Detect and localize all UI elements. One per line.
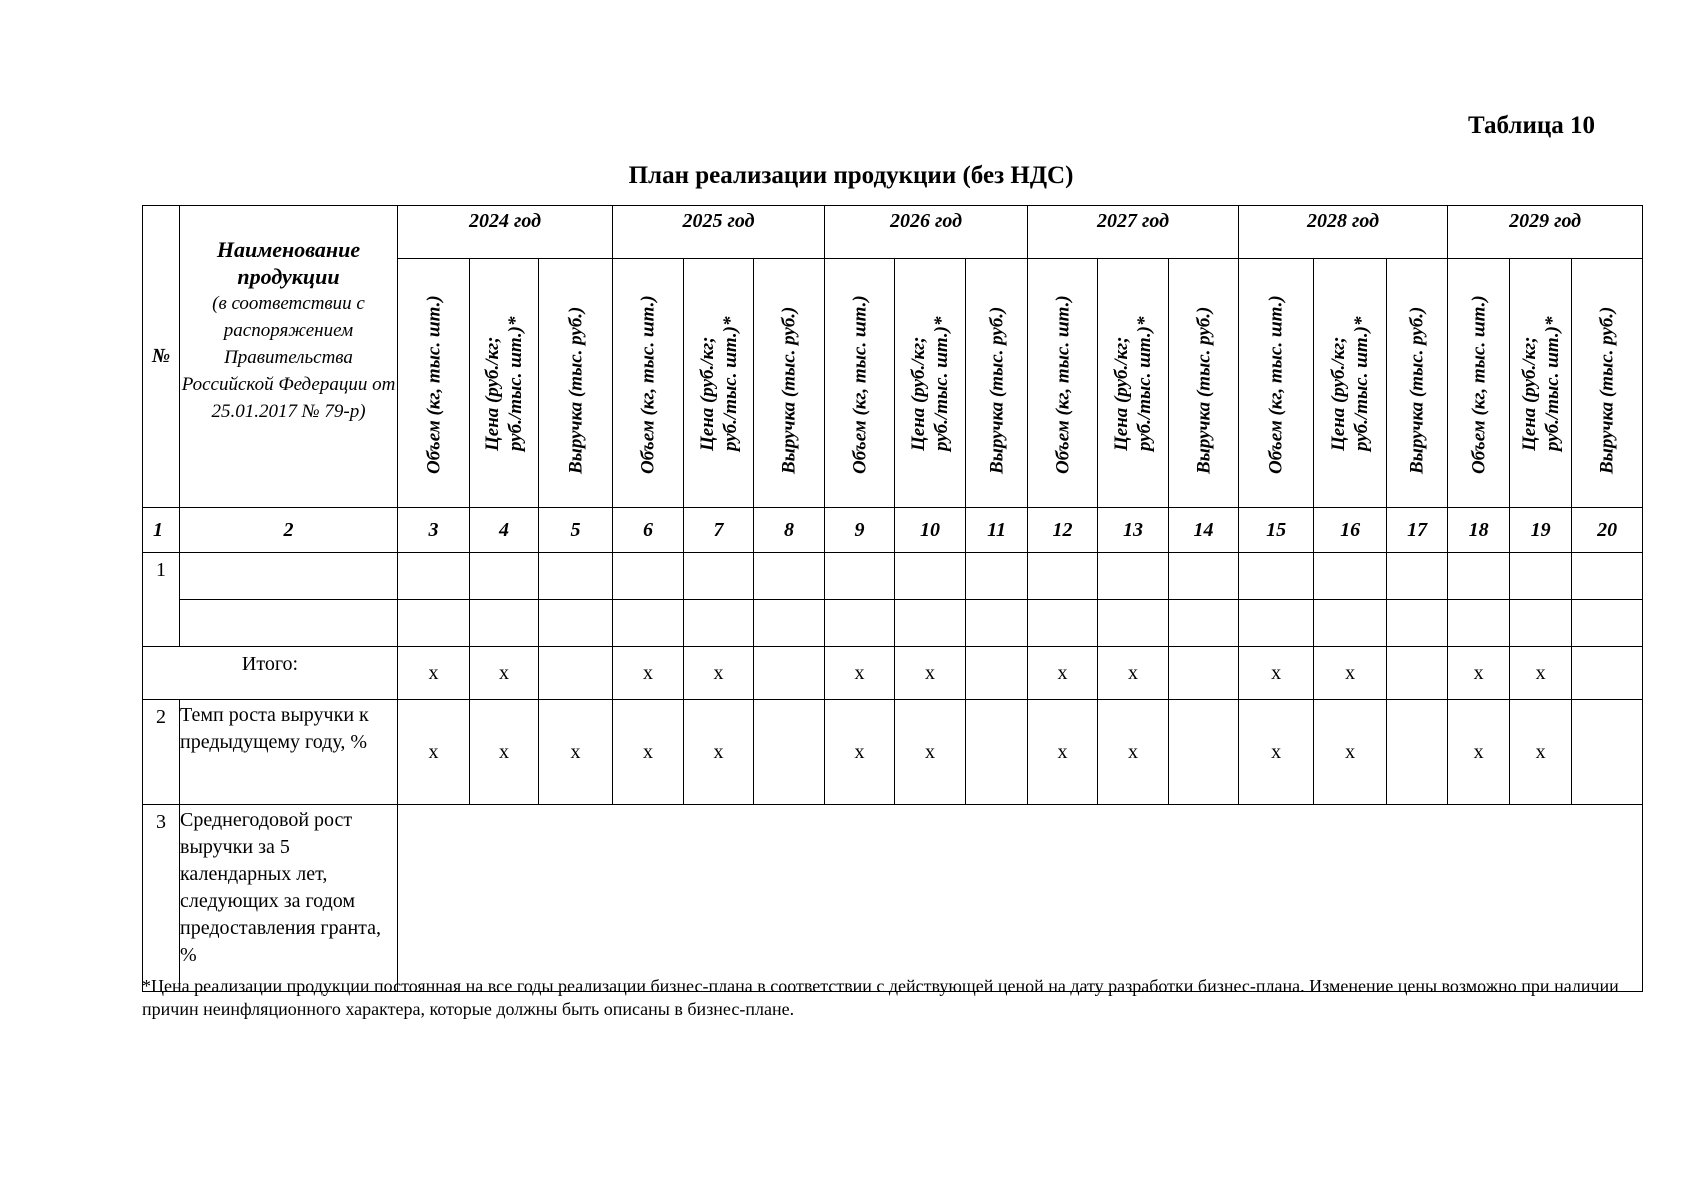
average-growth-value-cell [398,805,1643,992]
data-cell [825,600,895,647]
header-row-years [143,206,1643,259]
price-header-line2: руб./тыс. шт.)* [719,316,741,451]
total-cell: x [398,647,470,700]
data-cell [539,553,613,600]
product-name-header [180,206,398,508]
price-header-line1: Цена (руб./кг; [696,336,718,451]
growth-cell: x [1510,700,1572,805]
number-column-header: № [143,206,180,508]
revenue-header [1572,259,1643,508]
revenue-header-label: Выручка (тыс. руб.) [778,306,800,474]
year-header-2027: 2027 год [1028,206,1239,259]
data-cell [1098,600,1169,647]
volume-header [1448,259,1510,508]
column-number: 11 [966,508,1028,553]
column-number: 9 [825,508,895,553]
total-cell: x [1239,647,1314,700]
column-number: 8 [754,508,825,553]
growth-cell [966,700,1028,805]
growth-cell [1169,700,1239,805]
product-name-header-subtitle: (в соответствии с распоряжением Правительства Российской Федерации от 25.01.2017 № 79-р) [181,293,396,422]
growth-cell [1572,700,1643,805]
data-cell [539,600,613,647]
price-header-line1: Цена (руб./кг; [1111,336,1133,451]
total-cell: x [895,647,966,700]
product-name-cell [180,600,398,647]
price-header-line2: руб./тыс. шт.)* [1351,316,1373,451]
price-header-label [1110,316,1156,451]
revenue-growth-label: Темп роста выручки к предыдущему году, % [180,700,398,805]
volume-header [825,259,895,508]
price-header [1314,259,1387,508]
total-cell: x [613,647,684,700]
footnote: *Цена реализации продукции постоянная на все годы реализации бизнес-плана в соответствии с действующей ценой на дату разработки бизнес-плана. Изменение цены возможно при наличии причин неинфляционного характера, которые должны быть описаны в бизнес-плане. [142,976,1619,1019]
data-cell [684,553,754,600]
growth-cell: x [895,700,966,805]
column-number: 6 [613,508,684,553]
price-header-line1: Цена (руб./кг; [1328,336,1350,451]
growth-cell: x [684,700,754,805]
growth-cell: x [1448,700,1510,805]
data-cell [1314,553,1387,600]
data-cell [1510,553,1572,600]
average-growth-row [143,805,1643,992]
volume-header [1239,259,1314,508]
sales-plan-table [142,205,1643,992]
data-cell [1448,553,1510,600]
total-cell [1572,647,1643,700]
data-cell [966,600,1028,647]
revenue-header [1387,259,1448,508]
price-header [895,259,966,508]
growth-cell: x [398,700,470,805]
data-cell [1239,553,1314,600]
row-index: 2 [143,700,180,805]
data-cell [1510,600,1572,647]
volume-header-label: Объем (кг, тыс. шт.) [849,295,871,474]
growth-cell [754,700,825,805]
price-header [684,259,754,508]
price-header-label [481,316,527,451]
growth-cell: x [539,700,613,805]
data-cell [1572,553,1643,600]
data-cell [1448,600,1510,647]
data-cell [754,600,825,647]
product-name-header-title: Наименование продукции [216,237,361,289]
data-cell [684,600,754,647]
price-header-line1: Цена (руб./кг; [908,336,930,451]
total-cell [539,647,613,700]
growth-cell: x [1314,700,1387,805]
average-growth-label: Среднегодовой рост выручки за 5 календарных лет, следующих за годом предоставления гранта, % [180,805,398,992]
revenue-header-label: Выручка (тыс. руб.) [1193,306,1215,474]
year-header-2024: 2024 год [398,206,613,259]
total-cell: x [1098,647,1169,700]
growth-cell: x [470,700,539,805]
data-cell [754,553,825,600]
volume-header-label: Объем (кг, тыс. шт.) [1468,295,1490,474]
product-name-cell [180,553,398,600]
column-number: 14 [1169,508,1239,553]
volume-header [1028,259,1098,508]
data-cell [966,553,1028,600]
revenue-header-label: Выручка (тыс. руб.) [565,306,586,474]
data-cell [825,553,895,600]
year-header-2029: 2029 год [1448,206,1643,259]
price-header-label [1327,316,1373,451]
product-row [143,600,1643,647]
column-number: 16 [1314,508,1387,553]
data-cell [895,553,966,600]
column-number: 1 [143,508,180,553]
volume-header [398,259,470,508]
year-header-2025: 2025 год [613,206,825,259]
data-cell [1098,553,1169,600]
data-cell [1387,553,1448,600]
data-cell [1169,600,1239,647]
total-label: Итого: [143,647,398,700]
column-number: 7 [684,508,754,553]
revenue-header-label: Выручка (тыс. руб.) [1406,306,1428,474]
price-header-label [907,316,953,451]
data-cell [1239,600,1314,647]
data-cell [1572,600,1643,647]
year-header-2028: 2028 год [1239,206,1448,259]
total-cell: x [470,647,539,700]
total-cell [754,647,825,700]
column-number: 20 [1572,508,1643,553]
data-cell [1314,600,1387,647]
data-cell [1028,553,1098,600]
total-cell: x [1448,647,1510,700]
growth-cell: x [613,700,684,805]
data-cell [1028,600,1098,647]
column-number: 13 [1098,508,1169,553]
price-header-line2: руб./тыс. шт.)* [505,316,526,451]
data-cell [470,553,539,600]
data-cell [613,600,684,647]
year-header-2026: 2026 год [825,206,1028,259]
price-header [1510,259,1572,508]
data-cell [613,553,684,600]
revenue-header [1169,259,1239,508]
total-cell: x [1510,647,1572,700]
data-cell [1387,600,1448,647]
price-header [470,259,539,508]
row-index: 3 [143,805,180,992]
column-number: 17 [1387,508,1448,553]
column-number: 18 [1448,508,1510,553]
price-header-line2: руб./тыс. шт.)* [1134,316,1156,451]
growth-cell: x [1239,700,1314,805]
column-number: 5 [539,508,613,553]
total-cell: x [825,647,895,700]
total-cell [966,647,1028,700]
volume-header-label: Объем (кг, тыс. шт.) [423,295,444,474]
column-number: 3 [398,508,470,553]
column-number: 10 [895,508,966,553]
total-cell: x [1314,647,1387,700]
row-index: 1 [143,553,180,647]
total-cell [1387,647,1448,700]
data-cell [398,553,470,600]
column-number: 12 [1028,508,1098,553]
column-number: 4 [470,508,539,553]
total-row [143,647,1643,700]
price-header-line1: Цена (руб./кг; [1518,336,1540,451]
price-header-label [696,316,742,451]
price-header-line1: Цена (руб./кг; [482,336,503,451]
price-header-line2: руб./тыс. шт.)* [931,316,953,451]
revenue-growth-row [143,700,1643,805]
growth-cell: x [1098,700,1169,805]
volume-header [613,259,684,508]
growth-cell: x [1028,700,1098,805]
column-number: 2 [180,508,398,553]
table-number: Таблица 10 [1468,112,1596,139]
price-header-line2: руб./тыс. шт.)* [1541,316,1563,451]
column-number: 19 [1510,508,1572,553]
data-cell [398,600,470,647]
document-title: План реализации продукции (без НДС) [628,162,1074,189]
column-number: 15 [1239,508,1314,553]
total-cell: x [1028,647,1098,700]
revenue-header-label: Выручка (тыс. руб.) [1596,306,1618,474]
column-number-row [143,508,1643,553]
price-header [1098,259,1169,508]
revenue-header [966,259,1028,508]
growth-cell [1387,700,1448,805]
volume-header-label: Объем (кг, тыс. шт.) [637,295,659,474]
price-header-label [1518,316,1564,451]
volume-header-label: Объем (кг, тыс. шт.) [1052,295,1074,474]
data-cell [895,600,966,647]
product-row [143,553,1643,600]
revenue-header-label: Выручка (тыс. руб.) [986,306,1008,474]
revenue-header [754,259,825,508]
data-cell [470,600,539,647]
volume-header-label: Объем (кг, тыс. шт.) [1265,295,1287,474]
growth-cell: x [825,700,895,805]
revenue-header [539,259,613,508]
total-cell [1169,647,1239,700]
total-cell: x [684,647,754,700]
data-cell [1169,553,1239,600]
